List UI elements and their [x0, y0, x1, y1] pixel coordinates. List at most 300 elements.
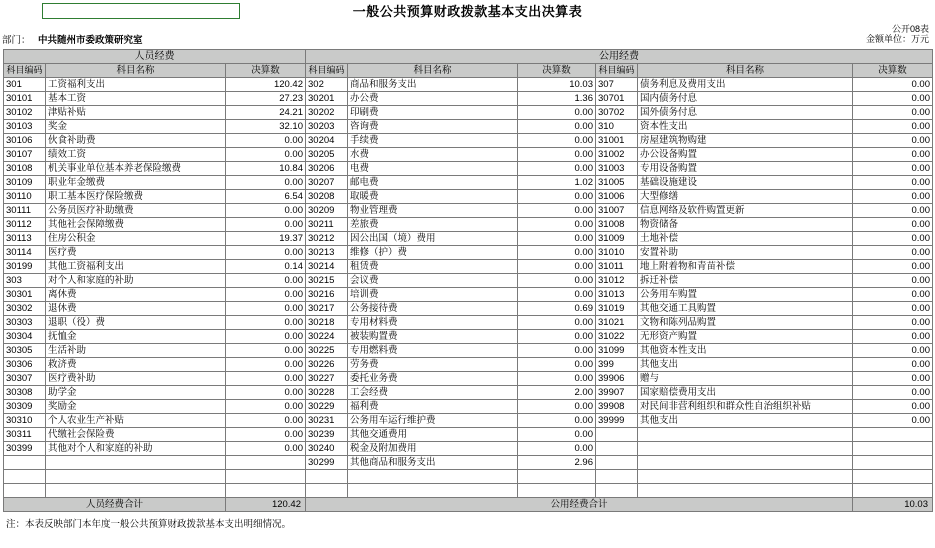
cell-name: 对个人和家庭的补助 — [46, 274, 226, 288]
cell-code: 30310 — [4, 414, 46, 428]
cell-amount: 0.00 — [853, 372, 933, 386]
cell-code: 30113 — [4, 232, 46, 246]
cell-amount: 0.00 — [226, 442, 306, 456]
cell-code: 31001 — [596, 134, 638, 148]
cell-name — [638, 456, 853, 470]
cell-code: 31002 — [596, 148, 638, 162]
cell-name: 助学金 — [46, 386, 226, 400]
cell-amount: 0.00 — [226, 372, 306, 386]
cell-name — [638, 484, 853, 498]
cell-name: 劳务费 — [348, 358, 518, 372]
cell-code: 30217 — [306, 302, 348, 316]
cell-name: 公务接待费 — [348, 302, 518, 316]
cell-amount — [518, 470, 596, 484]
cell-amount — [853, 484, 933, 498]
cell-amount — [518, 484, 596, 498]
cell-name: 维修（护）费 — [348, 246, 518, 260]
table-row — [4, 260, 933, 274]
cell-code — [596, 470, 638, 484]
cell-amount — [853, 456, 933, 470]
cell-name: 工资福利支出 — [46, 78, 226, 92]
table-row — [4, 386, 933, 400]
cell-code: 302 — [306, 78, 348, 92]
table-row — [4, 106, 933, 120]
cell-name: 其他对个人和家庭的补助 — [46, 442, 226, 456]
table-row — [4, 400, 933, 414]
cell-name — [638, 428, 853, 442]
cell-amount: 0.00 — [518, 288, 596, 302]
table-row — [4, 134, 933, 148]
cell-name: 拆迁补偿 — [638, 274, 853, 288]
cell-name: 职工基本医疗保险缴费 — [46, 190, 226, 204]
col-header-name-3: 科目名称 — [638, 64, 853, 78]
cell-amount: 0.00 — [518, 246, 596, 260]
cell-amount: 6.54 — [226, 190, 306, 204]
cell-code: 31005 — [596, 176, 638, 190]
cell-name: 咨询费 — [348, 120, 518, 134]
table-row — [4, 176, 933, 190]
cell-code: 30209 — [306, 204, 348, 218]
col-header-name-1: 科目名称 — [46, 64, 226, 78]
cell-name: 税金及附加费用 — [348, 442, 518, 456]
cell-amount: 0.00 — [226, 358, 306, 372]
cell-amount: 0.00 — [518, 344, 596, 358]
cell-name: 绩效工资 — [46, 148, 226, 162]
cell-code: 30201 — [306, 92, 348, 106]
cell-amount: 10.84 — [226, 162, 306, 176]
cell-name: 地上附着物和青苗补偿 — [638, 260, 853, 274]
cell-amount: 0.00 — [853, 106, 933, 120]
cell-amount: 0.00 — [518, 358, 596, 372]
cell-code: 30399 — [4, 442, 46, 456]
table-row — [4, 218, 933, 232]
cell-amount: 0.00 — [226, 386, 306, 400]
department-value: 中共随州市委政策研究室 — [38, 35, 143, 46]
cell-amount: 0.00 — [518, 232, 596, 246]
col-header-code-1: 科目编码 — [4, 64, 46, 78]
cell-amount: 0.00 — [853, 344, 933, 358]
cell-amount: 0.00 — [853, 92, 933, 106]
cell-code: 30109 — [4, 176, 46, 190]
cell-code: 30114 — [4, 246, 46, 260]
footer-note: 注：本表反映部门本年度一般公共预算财政拨款基本支出明细情况。 — [6, 519, 292, 530]
cell-name: 奖金 — [46, 120, 226, 134]
table-row — [4, 344, 933, 358]
cell-name: 个人农业生产补贴 — [46, 414, 226, 428]
cell-amount: 0.00 — [853, 204, 933, 218]
cell-name: 基本工资 — [46, 92, 226, 106]
cell-code: 30303 — [4, 316, 46, 330]
cell-amount: 0.00 — [518, 120, 596, 134]
cell-amount: 24.21 — [226, 106, 306, 120]
cell-name: 国家赔偿费用支出 — [638, 386, 853, 400]
table-row — [4, 302, 933, 316]
cell-amount: 0.00 — [518, 190, 596, 204]
title-row — [0, 0, 935, 22]
public-total-amount: 10.03 — [853, 498, 933, 512]
group-header-row — [4, 50, 933, 64]
cell-code: 30212 — [306, 232, 348, 246]
cell-code: 30199 — [4, 260, 46, 274]
cell-amount: 0.00 — [518, 134, 596, 148]
cell-code: 303 — [4, 274, 46, 288]
cell-code: 30305 — [4, 344, 46, 358]
table-row — [4, 442, 933, 456]
cell-name: 信息网络及软件购置更新 — [638, 204, 853, 218]
cell-code: 30302 — [4, 302, 46, 316]
cell-amount: 0.00 — [226, 204, 306, 218]
amount-unit-label: 金额单位：万元 — [865, 34, 929, 44]
public-total-label: 公用经费合计 — [306, 498, 853, 512]
cell-amount: 1.36 — [518, 92, 596, 106]
cell-name: 大型修缮 — [638, 190, 853, 204]
cell-amount: 0.00 — [853, 330, 933, 344]
cell-code: 31008 — [596, 218, 638, 232]
cell-name: 取暖费 — [348, 190, 518, 204]
table-row — [4, 78, 933, 92]
cell-name: 国外债务付息 — [638, 106, 853, 120]
cell-amount: 0.00 — [518, 162, 596, 176]
cell-name: 公务用车购置 — [638, 288, 853, 302]
cell-code — [4, 456, 46, 470]
cell-amount: 0.00 — [853, 78, 933, 92]
cell-code — [4, 484, 46, 498]
cell-code: 30224 — [306, 330, 348, 344]
department-label: 部门： — [2, 35, 31, 46]
cell-code: 30203 — [306, 120, 348, 134]
cell-name: 职业年金缴费 — [46, 176, 226, 190]
cell-name: 津贴补贴 — [46, 106, 226, 120]
cell-amount — [226, 456, 306, 470]
cell-code: 30112 — [4, 218, 46, 232]
cell-amount: 0.00 — [853, 232, 933, 246]
cell-name — [638, 470, 853, 484]
cell-name: 委托业务费 — [348, 372, 518, 386]
cell-amount — [226, 470, 306, 484]
table-row — [4, 232, 933, 246]
cell-code: 31009 — [596, 232, 638, 246]
cell-code: 30307 — [4, 372, 46, 386]
cell-name: 会议费 — [348, 274, 518, 288]
col-header-amount-3: 决算数 — [853, 64, 933, 78]
cell-code: 30106 — [4, 134, 46, 148]
cell-name: 专用材料费 — [348, 316, 518, 330]
cell-code: 31022 — [596, 330, 638, 344]
cell-name: 办公设备购置 — [638, 148, 853, 162]
table-row — [4, 484, 933, 498]
cell-code: 30301 — [4, 288, 46, 302]
cell-amount: 0.00 — [226, 414, 306, 428]
cell-amount: 120.42 — [226, 78, 306, 92]
budget-table — [3, 49, 933, 512]
cell-name: 伙食补助费 — [46, 134, 226, 148]
cell-code: 39907 — [596, 386, 638, 400]
cell-amount: 10.03 — [518, 78, 596, 92]
column-header-row — [4, 64, 933, 78]
cell-amount: 0.00 — [518, 106, 596, 120]
cell-name: 土地补偿 — [638, 232, 853, 246]
cell-amount — [853, 470, 933, 484]
cell-name — [348, 470, 518, 484]
cell-name: 物业管理费 — [348, 204, 518, 218]
cell-code: 30231 — [306, 414, 348, 428]
cell-code: 30218 — [306, 316, 348, 330]
table-row — [4, 288, 933, 302]
cell-code: 310 — [596, 120, 638, 134]
cell-code: 39908 — [596, 400, 638, 414]
cell-name: 其他资本性支出 — [638, 344, 853, 358]
cell-amount: 0.00 — [226, 400, 306, 414]
cell-code: 31019 — [596, 302, 638, 316]
cell-code: 30239 — [306, 428, 348, 442]
cell-name: 安置补助 — [638, 246, 853, 260]
cell-code: 31007 — [596, 204, 638, 218]
cell-amount — [853, 442, 933, 456]
cell-name: 被装购置费 — [348, 330, 518, 344]
table-row — [4, 470, 933, 484]
col-header-amount-2: 决算数 — [518, 64, 596, 78]
table-row — [4, 316, 933, 330]
cell-name: 租赁费 — [348, 260, 518, 274]
cell-code: 30229 — [306, 400, 348, 414]
cell-name: 医疗费补助 — [46, 372, 226, 386]
cell-code: 31012 — [596, 274, 638, 288]
cell-amount: 1.02 — [518, 176, 596, 190]
cell-amount: 0.00 — [853, 176, 933, 190]
cell-amount: 0.00 — [853, 134, 933, 148]
cell-name: 差旅费 — [348, 218, 518, 232]
cell-name: 工会经费 — [348, 386, 518, 400]
page-title: 一般公共预算财政拨款基本支出决算表 — [352, 4, 583, 19]
totals-row — [4, 498, 933, 512]
cell-amount — [853, 428, 933, 442]
cell-name: 资本性支出 — [638, 120, 853, 134]
cell-amount: 32.10 — [226, 120, 306, 134]
meta-row — [0, 32, 935, 47]
cell-name: 文物和陈列品购置 — [638, 316, 853, 330]
cell-amount: 0.00 — [518, 204, 596, 218]
cell-code: 30111 — [4, 204, 46, 218]
table-row — [4, 204, 933, 218]
cell-amount: 0.00 — [226, 316, 306, 330]
col-header-name-2: 科目名称 — [348, 64, 518, 78]
table-row — [4, 428, 933, 442]
cell-code: 30108 — [4, 162, 46, 176]
cell-name: 水费 — [348, 148, 518, 162]
cell-code — [306, 484, 348, 498]
cell-code: 30304 — [4, 330, 46, 344]
cell-name: 退休费 — [46, 302, 226, 316]
cell-amount: 0.00 — [226, 274, 306, 288]
cell-code: 30214 — [306, 260, 348, 274]
cell-amount: 0.00 — [226, 344, 306, 358]
cell-name: 其他交通费用 — [348, 428, 518, 442]
cell-name: 公务用车运行维护费 — [348, 414, 518, 428]
cell-code: 30211 — [306, 218, 348, 232]
cell-amount: 0.00 — [518, 414, 596, 428]
cell-code — [596, 428, 638, 442]
cell-amount: 0.00 — [853, 400, 933, 414]
cell-name: 对民间非营利组织和群众性自治组织补贴 — [638, 400, 853, 414]
cell-amount: 27.23 — [226, 92, 306, 106]
cell-amount: 0.00 — [226, 134, 306, 148]
cell-code: 301 — [4, 78, 46, 92]
personnel-total-label: 人员经费合计 — [4, 498, 226, 512]
cell-amount: 0.00 — [518, 372, 596, 386]
cell-amount: 0.00 — [226, 218, 306, 232]
cell-code: 30702 — [596, 106, 638, 120]
cell-amount: 0.00 — [853, 260, 933, 274]
col-header-code-2: 科目编码 — [306, 64, 348, 78]
table-row — [4, 372, 933, 386]
cell-code — [4, 470, 46, 484]
cell-amount: 0.00 — [853, 246, 933, 260]
cell-amount: 0.00 — [853, 190, 933, 204]
cell-amount: 0.00 — [518, 400, 596, 414]
cell-name: 培训费 — [348, 288, 518, 302]
table-row — [4, 274, 933, 288]
personnel-total-amount: 120.42 — [226, 498, 306, 512]
cell-code: 30206 — [306, 162, 348, 176]
table-row — [4, 246, 933, 260]
table-row — [4, 330, 933, 344]
cell-code: 30227 — [306, 372, 348, 386]
col-header-amount-1: 决算数 — [226, 64, 306, 78]
cell-code: 31021 — [596, 316, 638, 330]
cell-name: 其他支出 — [638, 414, 853, 428]
cell-amount: 0.14 — [226, 260, 306, 274]
cell-name: 无形资产购置 — [638, 330, 853, 344]
table-row — [4, 456, 933, 470]
cell-amount: 0.00 — [518, 274, 596, 288]
cell-code: 30207 — [306, 176, 348, 190]
group-header-public: 公用经费 — [306, 50, 933, 64]
cell-amount: 0.00 — [853, 148, 933, 162]
table-body — [4, 78, 933, 498]
cell-code: 30205 — [306, 148, 348, 162]
cell-amount: 0.00 — [518, 428, 596, 442]
cell-code: 30215 — [306, 274, 348, 288]
cell-code: 31011 — [596, 260, 638, 274]
cell-amount: 2.96 — [518, 456, 596, 470]
cell-name: 房屋建筑物购建 — [638, 134, 853, 148]
cell-code: 39999 — [596, 414, 638, 428]
cell-name: 救济费 — [46, 358, 226, 372]
cell-code: 30101 — [4, 92, 46, 106]
cell-name: 其他社会保障缴费 — [46, 218, 226, 232]
cell-amount: 19.37 — [226, 232, 306, 246]
cell-name: 医疗费 — [46, 246, 226, 260]
cell-code: 30204 — [306, 134, 348, 148]
table-row — [4, 162, 933, 176]
cell-code: 30308 — [4, 386, 46, 400]
cell-amount: 0.00 — [518, 316, 596, 330]
cell-name: 奖励金 — [46, 400, 226, 414]
cell-amount: 0.00 — [853, 162, 933, 176]
cell-name: 公务员医疗补助缴费 — [46, 204, 226, 218]
cell-amount: 0.00 — [518, 442, 596, 456]
cell-name: 住房公积金 — [46, 232, 226, 246]
cell-name: 福利费 — [348, 400, 518, 414]
cell-amount: 0.00 — [853, 288, 933, 302]
cell-amount: 0.00 — [853, 358, 933, 372]
col-header-code-3: 科目编码 — [596, 64, 638, 78]
cell-amount: 0.00 — [226, 148, 306, 162]
cell-code: 30306 — [4, 358, 46, 372]
cell-code: 31006 — [596, 190, 638, 204]
cell-amount: 0.00 — [226, 428, 306, 442]
cell-amount: 0.00 — [853, 414, 933, 428]
table-row — [4, 190, 933, 204]
cell-amount: 2.00 — [518, 386, 596, 400]
cell-name: 离休费 — [46, 288, 226, 302]
cell-name: 其他工资福利支出 — [46, 260, 226, 274]
cell-name: 专用燃料费 — [348, 344, 518, 358]
cell-code: 30299 — [306, 456, 348, 470]
cell-name: 国内债务付息 — [638, 92, 853, 106]
cell-amount: 0.00 — [518, 148, 596, 162]
cell-name: 退职（役）费 — [46, 316, 226, 330]
cell-code — [306, 470, 348, 484]
cell-code: 31003 — [596, 162, 638, 176]
table-row — [4, 148, 933, 162]
cell-name: 办公费 — [348, 92, 518, 106]
cell-code — [596, 442, 638, 456]
cell-amount: 0.00 — [853, 386, 933, 400]
cell-name: 其他交通工具购置 — [638, 302, 853, 316]
cell-name: 手续费 — [348, 134, 518, 148]
cell-code: 30107 — [4, 148, 46, 162]
cell-code: 307 — [596, 78, 638, 92]
cell-name: 物资储备 — [638, 218, 853, 232]
cell-name: 印刷费 — [348, 106, 518, 120]
cell-name: 抚恤金 — [46, 330, 226, 344]
cell-code: 30213 — [306, 246, 348, 260]
table-row — [4, 414, 933, 428]
cell-amount: 0.00 — [853, 316, 933, 330]
cell-amount: 0.00 — [853, 120, 933, 134]
cell-code: 30202 — [306, 106, 348, 120]
cell-name — [46, 470, 226, 484]
cell-name: 代缴社会保险费 — [46, 428, 226, 442]
cell-code — [596, 484, 638, 498]
cell-code: 31013 — [596, 288, 638, 302]
cell-name: 机关事业单位基本养老保险缴费 — [46, 162, 226, 176]
cell-code: 30102 — [4, 106, 46, 120]
cell-code: 30216 — [306, 288, 348, 302]
cell-name: 因公出国（境）费用 — [348, 232, 518, 246]
cell-code: 399 — [596, 358, 638, 372]
cell-name: 债务利息及费用支出 — [638, 78, 853, 92]
cell-code: 30226 — [306, 358, 348, 372]
table-row — [4, 358, 933, 372]
cell-name: 邮电费 — [348, 176, 518, 190]
cell-code: 30103 — [4, 120, 46, 134]
cell-name — [638, 442, 853, 456]
cell-code: 31099 — [596, 344, 638, 358]
cell-code: 30309 — [4, 400, 46, 414]
cell-amount: 0.69 — [518, 302, 596, 316]
form-code: 公开08表 — [891, 24, 929, 34]
cell-name — [46, 456, 226, 470]
cell-amount: 0.00 — [226, 176, 306, 190]
cell-code: 30208 — [306, 190, 348, 204]
cell-name: 专用设备购置 — [638, 162, 853, 176]
cell-code: 30701 — [596, 92, 638, 106]
cell-amount: 0.00 — [226, 246, 306, 260]
cell-amount: 0.00 — [518, 218, 596, 232]
cell-name: 赠与 — [638, 372, 853, 386]
